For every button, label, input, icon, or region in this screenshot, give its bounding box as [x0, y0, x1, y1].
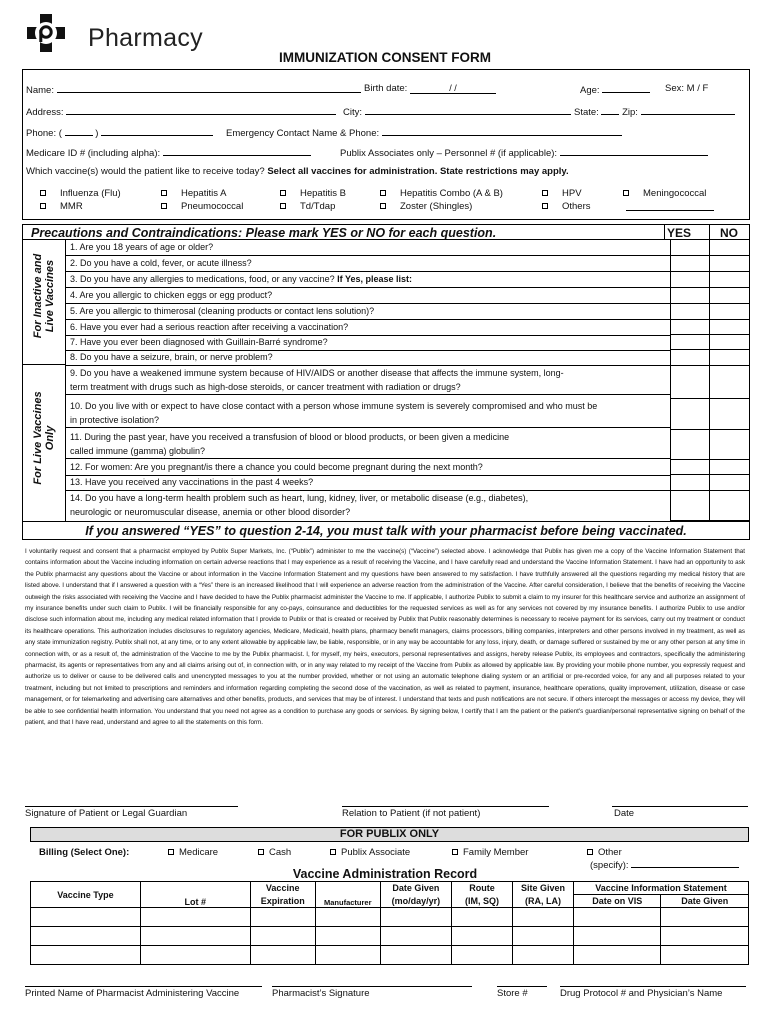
answer-cell-10[interactable]: [670, 399, 749, 430]
checkbox[interactable]: [40, 203, 46, 209]
vaccine-label: Hepatitis A: [181, 188, 227, 199]
table-row: [31, 946, 749, 965]
state-field[interactable]: [601, 105, 619, 115]
table-cell[interactable]: [140, 946, 250, 965]
emergency-label: Emergency Contact Name & Phone:: [226, 128, 380, 139]
col-manufacturer: Manufacturer: [315, 882, 380, 908]
table-cell[interactable]: [380, 908, 451, 927]
protocol-field[interactable]: [560, 986, 746, 987]
vaccine-hpv[interactable]: [542, 188, 582, 199]
vaccine-influenza[interactable]: [40, 188, 121, 199]
table-cell[interactable]: [140, 927, 250, 946]
vaccine-hepatitis-combo[interactable]: [380, 188, 503, 199]
checkbox[interactable]: [587, 849, 593, 855]
protocol-label: Drug Protocol # and Physician’s Name: [560, 988, 723, 999]
address-label: Address:: [26, 107, 64, 118]
col-route-opts: (IM, SQ): [452, 895, 513, 908]
billing-family[interactable]: [452, 847, 528, 858]
vaccine-label: MMR: [60, 201, 83, 212]
question-12: 12. For women: Are you pregnant/is there a chance you could become pregnant during the next month?: [65, 460, 670, 476]
table-cell[interactable]: [380, 927, 451, 946]
consent-text: I voluntarily request and consent that a pharmacist employed by Publix Super Markets, Inc. (“Publix”) administer to me the vaccine(s) (“Vaccine”) selected above. I acknowledge that Publix has given me a copy of the Vaccine Information Statement that contains information about the Vaccine including information on certain adverse reactions that I may experience as a result of receiving the Vaccine, and I have carefully read and understand the Vaccine Information Statement. I have had an opportunity to ask the Publix pharmacist any questions about the Vaccine or about information in the Vaccine Information Statement and my questions have been answered to my satisfaction. I have truthfully answered all the questions regarding my medical history that are listed above. I understand that if I answered a question with a “Yes” there is an increased likelihood that I will experience an adverse reaction from the administration of the Vaccine. After careful consideration, I believe that the benefits of receiving the Vaccine outweigh the risks associated with receiving the Vaccine and I have decided to have the Publix pharmacist administer the Vaccine to me. If applicable, I authorize Publix to submit a claim to my insurer for this healthcare service and authorize an assignment of my insurance benefits under such claim to Publix. I will be financially responsible for any co-pays, coinsurance and deductibles for the requested services as well as for any services not covered by my insurance benefits. I authorize Publix to use and/or disclose such information about me, including any medical related information that I provide to Publix or that is created or received by Publix that Publix reasonably determines is necessary to receive payment for its services, carry out my treatment or conduct its healthcare operations. This authorization includes disclosures to regulatory agencies, Medicare, Medicaid, health plans, pharmacy benefit managers, claims processors, billing companies, interpreters and other persons involved in my treatment, as well as any state immunization registry. Publix shall not, at any time, or to any extent allowable by applicable law, be liable, responsible, or in any way be accountable for any loss, injury, death, or damage suffered or sustained by me or any other person at any time in connection with, or as a result of, the administration of the Vaccine to me by the Publix pharmacist. I, for myself, my heirs, executors, personal representatives and assigns, hereby release Publix, its employees and contractors, specifically the administering pharmacist, its agents or representatives from any and all claims arising out of, in connection with, or in any way related to my receipt of the Vaccine from Publix as allowed by applicable law. By providing your mobile phone number, you expressly request and authorize us to deliver or cause to be delivered calls and unencrypted messages to you at the number provided, whether or not using an automatic telephone dialing system or an artificial or pre-recorded voice, for any and all purposes related to your treatment, including but not limited to prescriptions and reminders and information regarding completing the second dose of the vaccination, as well as related to payment, insurance, healthcare operations, quality improvement, utilization, disease or case management, or for telemarketing and advertising care alternatives and other benefits, products, and services that may be of interest. I understand that texts and push notifications are not secure. If others intercept the messages or access my device, they will be able to see confidential health information. You understand that you need not agree as a condition to purchase any goods or services. By signing below, I certify that I am the patient or the patient’s guardian/personal representative signing on behalf of the patient, and that I have read, understand and agree to all the statements on this form.: [25, 548, 745, 727]
table-cell[interactable]: [31, 908, 141, 927]
vaccine-mmr[interactable]: [40, 201, 83, 212]
table-row: [31, 927, 749, 946]
side-label-live-only: [32, 364, 56, 512]
precautions-footer: If you answered “YES” to question 2-14, you must talk with your pharmacist before being vaccinated.: [23, 521, 749, 539]
col-vaccine-type: Vaccine Type: [31, 882, 141, 908]
others-field[interactable]: [626, 201, 714, 211]
vaccine-label: Others: [562, 201, 591, 212]
side-label-line: Live Vaccines: [44, 259, 56, 333]
question-line: 9. Do you have a weakened immune system because of HIV/AIDS or another disease that affects the immune system, long-: [70, 368, 564, 378]
date-label: Date: [614, 808, 635, 819]
vaccine-label: Zoster (Shingles): [400, 201, 473, 212]
answer-cell-6[interactable]: [670, 320, 749, 335]
birth-date-label: Birth date:: [364, 83, 408, 94]
question-3: [65, 272, 670, 288]
checkbox[interactable]: [380, 190, 386, 196]
question-text: 3. Do you have any allergies to medications, food, or any vaccine?: [70, 274, 335, 284]
phone-area-field[interactable]: [65, 126, 93, 136]
vaccine-label: Influenza (Flu): [60, 188, 121, 199]
col-route: Route: [452, 882, 513, 895]
vaccine-question-bold: Select all vaccines for administration. State restrictions may apply.: [267, 166, 569, 177]
side-label-line: Only: [44, 425, 56, 451]
billing-option-label: Medicare: [179, 847, 219, 858]
patient-signature-label: Signature of Patient or Legal Guardian: [25, 808, 188, 819]
medicare-label: Medicare ID # (including alpha):: [26, 148, 161, 159]
answer-cell-9[interactable]: [670, 366, 749, 399]
answer-cell-5[interactable]: [670, 304, 749, 320]
table-cell[interactable]: [140, 908, 250, 927]
question-bold-text: If Yes, please list:: [337, 274, 413, 284]
logo-text: Pharmacy: [88, 24, 203, 52]
billing-associate[interactable]: [330, 847, 410, 858]
table-cell[interactable]: [315, 908, 380, 927]
question-line: in protective isolation?: [70, 415, 160, 425]
vaccine-zoster[interactable]: [380, 201, 472, 212]
checkbox[interactable]: [330, 849, 336, 855]
col-lot: Lot #: [140, 882, 250, 908]
table-cell[interactable]: [574, 908, 661, 927]
billing-medicare[interactable]: [168, 847, 218, 858]
answer-cell-4[interactable]: [670, 288, 749, 304]
question-line: term treatment with drugs such as high-dose steroids, or cancer treatment with radiation or drugs?: [70, 382, 461, 392]
publix-only-header: FOR PUBLIX ONLY: [30, 827, 749, 842]
question-8: 8. Do you have a seizure, brain, or nerve problem?: [65, 350, 670, 366]
zip-label: Zip:: [622, 107, 638, 118]
table-cell[interactable]: [250, 927, 315, 946]
col-date-given: Date Given: [380, 882, 451, 895]
vaccine-pneumococcal[interactable]: [161, 201, 243, 212]
checkbox[interactable]: [161, 203, 167, 209]
table-cell[interactable]: [661, 908, 749, 927]
table-cell[interactable]: [250, 908, 315, 927]
store-field[interactable]: [497, 986, 547, 987]
table-cell[interactable]: [452, 927, 513, 946]
question-7: 7. Have you ever been diagnosed with Guillain-Barré syndrome?: [65, 335, 670, 351]
billing-option-label: Family Member: [463, 847, 529, 858]
vaccine-question: Which vaccine(s) would the patient like to receive today?: [26, 166, 265, 177]
vaccine-label: Meningococcal: [643, 188, 707, 199]
checkbox[interactable]: [258, 849, 264, 855]
answer-cell-3[interactable]: [670, 272, 749, 288]
no-header: NO: [720, 226, 738, 240]
question-6: 6. Have you ever had a serious reaction after receiving a vaccination?: [65, 320, 670, 336]
table-cell[interactable]: [513, 946, 574, 965]
table-cell[interactable]: [452, 946, 513, 965]
answer-cell-7[interactable]: [670, 335, 749, 350]
question-11: [65, 430, 670, 459]
patient-info-section: [22, 69, 750, 220]
pharmacist-signature-field[interactable]: [272, 986, 472, 987]
name-field[interactable]: [57, 83, 361, 93]
question-5: 5. Are you allergic to thimerosal (cleaning products or contact lens solution)?: [65, 304, 670, 320]
relation-field[interactable]: [342, 806, 549, 807]
divider: [709, 225, 710, 240]
date-field[interactable]: [612, 806, 748, 807]
checkbox[interactable]: [542, 190, 548, 196]
checkbox[interactable]: [280, 203, 286, 209]
table-cell[interactable]: [452, 908, 513, 927]
side-label-line: For Inactive and: [32, 253, 44, 339]
printed-name-field[interactable]: [25, 986, 262, 987]
patient-signature-field[interactable]: [25, 806, 238, 807]
admin-record-table: [30, 881, 749, 965]
answer-cell-8[interactable]: [670, 350, 749, 366]
precautions-section: [22, 224, 750, 540]
question-9: [65, 366, 670, 395]
printed-name-label: Printed Name of Pharmacist Administering Vaccine: [25, 988, 240, 999]
col-site-opts: (RA, LA): [513, 895, 574, 908]
table-cell[interactable]: [315, 946, 380, 965]
question-line: 10. Do you live with or expect to have close contact with a person whose immune system is severely compromised and who must be: [70, 401, 598, 411]
table-cell[interactable]: [31, 927, 141, 946]
vaccine-meningococcal[interactable]: [623, 188, 706, 199]
col-vis-date: Date on VIS: [574, 895, 661, 908]
question-line: neurologic or neuromuscular disease, anemia or other blood disorder?: [70, 507, 351, 517]
emergency-field[interactable]: [382, 126, 622, 136]
personnel-field[interactable]: [560, 146, 708, 156]
question-line: 11. During the past year, have you received a transfusion of blood or blood products, or been given a medicine: [70, 432, 510, 442]
table-cell[interactable]: [380, 946, 451, 965]
form-title: IMMUNIZATION CONSENT FORM: [279, 50, 491, 65]
question-4: 4. Are you allergic to chicken eggs or egg product?: [65, 288, 670, 304]
table-row: [31, 908, 749, 927]
col-site: Site Given: [513, 882, 574, 895]
question-line: 14. Do you have a long-term health problem such as heart, lung, kidney, liver, or metabolic disease (e.g., diabetes),: [70, 493, 529, 503]
store-label: Store #: [497, 988, 528, 999]
address-field[interactable]: [66, 105, 336, 115]
answer-cell-14[interactable]: [670, 491, 749, 521]
zip-field[interactable]: [641, 105, 735, 115]
col-vis: Vaccine Information Statement: [574, 882, 749, 895]
billing-cash[interactable]: [258, 847, 291, 858]
answer-cell-1[interactable]: [670, 240, 749, 256]
age-label: Age:: [580, 85, 600, 96]
yes-header: YES: [667, 226, 692, 240]
checkbox[interactable]: [542, 203, 548, 209]
question-14: [65, 491, 670, 519]
checkbox[interactable]: [40, 190, 46, 196]
billing-option-label: Cash: [269, 847, 292, 858]
publix-logo-icon: [27, 14, 65, 52]
specify-label: (specify):: [590, 860, 629, 871]
table-cell[interactable]: [661, 927, 749, 946]
birth-date-slashes: / /: [449, 83, 457, 93]
medicare-field[interactable]: [163, 146, 311, 156]
answer-cell-11[interactable]: [670, 430, 749, 460]
table-cell[interactable]: [315, 927, 380, 946]
col-vis-given: Date Given: [661, 895, 749, 908]
phone-label: Phone: (: [26, 128, 62, 139]
city-field[interactable]: [365, 105, 571, 115]
vaccine-label: Hepatitis B: [300, 188, 346, 199]
table-cell[interactable]: [661, 946, 749, 965]
side-label-line: For Live Vaccines: [32, 391, 44, 485]
side-label-inactive-live: [32, 233, 56, 359]
checkbox[interactable]: [452, 849, 458, 855]
checkbox[interactable]: [380, 203, 386, 209]
sex-field[interactable]: Sex: M / F: [665, 83, 709, 94]
phone-paren: ): [95, 128, 99, 139]
vaccine-label: Td/Tdap: [300, 201, 336, 212]
checkbox[interactable]: [280, 190, 286, 196]
vaccine-label: Hepatitis Combo (A & B): [400, 188, 503, 199]
checkbox[interactable]: [168, 849, 174, 855]
billing-label: Billing (Select One):: [39, 847, 130, 858]
relation-label: Relation to Patient (if not patient): [342, 808, 481, 819]
city-label: City:: [343, 107, 362, 118]
question-2: 2. Do you have a cold, fever, or acute illness?: [65, 256, 670, 272]
billing-option-label: Publix Associate: [341, 847, 411, 858]
table-cell[interactable]: [574, 946, 661, 965]
col-expiration: Expiration: [250, 895, 315, 908]
col-date-format: (mo/day/yr): [380, 895, 451, 908]
table-cell[interactable]: [513, 908, 574, 927]
table-cell[interactable]: [250, 946, 315, 965]
pharmacist-signature-label: Pharmacist’s Signature: [272, 988, 370, 999]
vaccine-label: HPV: [562, 188, 582, 199]
vaccine-td-tdap[interactable]: [280, 201, 335, 212]
associates-label: Publix Associates only – Personnel # (if applicable):: [340, 148, 558, 159]
divider: [664, 225, 665, 240]
answer-cell-13[interactable]: [670, 475, 749, 491]
answer-cell-2[interactable]: [670, 256, 749, 272]
billing-other[interactable]: [587, 847, 622, 858]
question-1: 1. Are you 18 years of age or older?: [65, 240, 670, 256]
table-cell[interactable]: [513, 927, 574, 946]
phone-field[interactable]: [101, 126, 213, 136]
vaccine-others[interactable]: [542, 201, 591, 212]
question-10: [65, 399, 670, 428]
vaccine-label: Pneumococcal: [181, 201, 244, 212]
question-13: 13. Have you received any vaccinations in the past 4 weeks?: [65, 475, 670, 491]
state-label: State:: [574, 107, 599, 118]
answer-cell-12[interactable]: [670, 460, 749, 475]
table-cell[interactable]: [574, 927, 661, 946]
checkbox[interactable]: [623, 190, 629, 196]
question-line: called immune (gamma) globulin?: [70, 446, 206, 456]
vaccine-hepatitis-b[interactable]: [280, 188, 346, 199]
name-label: Name:: [26, 85, 54, 96]
admin-record-title: Vaccine Administration Record: [292, 867, 478, 881]
table-cell[interactable]: [31, 946, 141, 965]
vaccine-hepatitis-a[interactable]: [161, 188, 226, 199]
checkbox[interactable]: [161, 190, 167, 196]
precautions-header: [23, 225, 749, 240]
precautions-title: Precautions and Contraindications: Please mark YES or NO for each question.: [31, 226, 497, 240]
col-vaccine: Vaccine: [250, 882, 315, 895]
birth-date-field[interactable]: [410, 84, 496, 94]
billing-option-label: Other: [598, 847, 622, 858]
age-field[interactable]: [602, 83, 650, 93]
